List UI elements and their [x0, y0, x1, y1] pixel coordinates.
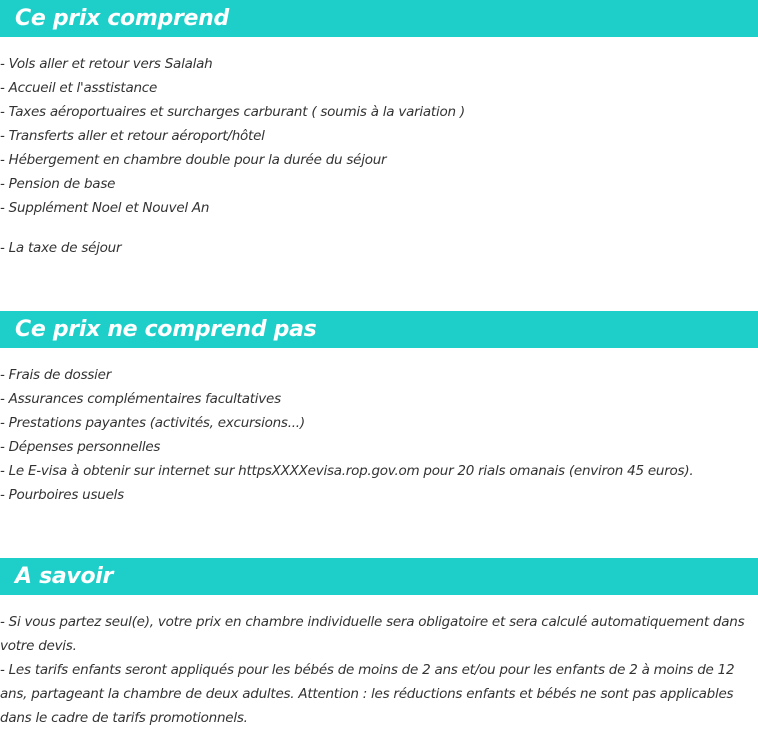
section-title: A savoir [15, 564, 114, 589]
list-item: - Hébergement en chambre double pour la durée du séjour [0, 152, 387, 168]
section-header [0, 558, 758, 595]
list-item: - Frais de dossier [0, 367, 111, 383]
section-price-includes [0, 0, 758, 256]
section-to-know [0, 558, 758, 726]
section-title: Ce prix comprend [15, 6, 229, 31]
info-paragraph: - Les tarifs enfants seront appliqués pour les bébés de moins de 2 ans et/ou pour les enfants de 2 à moins de 12 ans, partageant la chambre de deux adultes. Attention : les réductions enfants et bébés ne sont pas applicables dans le cadre de tarifs promotionnels. [0, 662, 735, 726]
included-list [0, 52, 465, 220]
list-item: - Supplément Noel et Nouvel An [0, 200, 210, 216]
info-paragraph: - Si vous partez seul(e), votre prix en chambre individuelle sera obligatoire et sera calculé automatiquement dans votre devis. [0, 614, 745, 654]
list-item: - Taxes aéroportuaires et surcharges carburant ( soumis à la variation ) [0, 104, 465, 120]
list-item: - Le E-visa à obtenir sur internet sur httpsXXXXevisa.rop.gov.om pour 20 rials omanais (environ 45 euros). [0, 463, 694, 479]
list-item: - Assurances complémentaires facultatives [0, 391, 281, 407]
list-item-extra: - La taxe de séjour [0, 240, 122, 256]
list-item: - Accueil et l'asstistance [0, 80, 158, 96]
excluded-list [0, 363, 693, 507]
list-item: - Transferts aller et retour aéroport/hôtel [0, 128, 265, 144]
list-item: - Vols aller et retour vers Salalah [0, 56, 213, 72]
list-item: - Pourboires usuels [0, 487, 124, 503]
list-item: - Prestations payantes (activités, excursions...) [0, 415, 305, 431]
list-item: - Pension de base [0, 176, 116, 192]
section-header [0, 311, 758, 348]
list-item: - Dépenses personnelles [0, 439, 161, 455]
section-title: Ce prix ne comprend pas [15, 317, 317, 342]
section-price-excludes [0, 311, 758, 503]
to-know-body [0, 610, 750, 730]
section-header [0, 0, 758, 37]
